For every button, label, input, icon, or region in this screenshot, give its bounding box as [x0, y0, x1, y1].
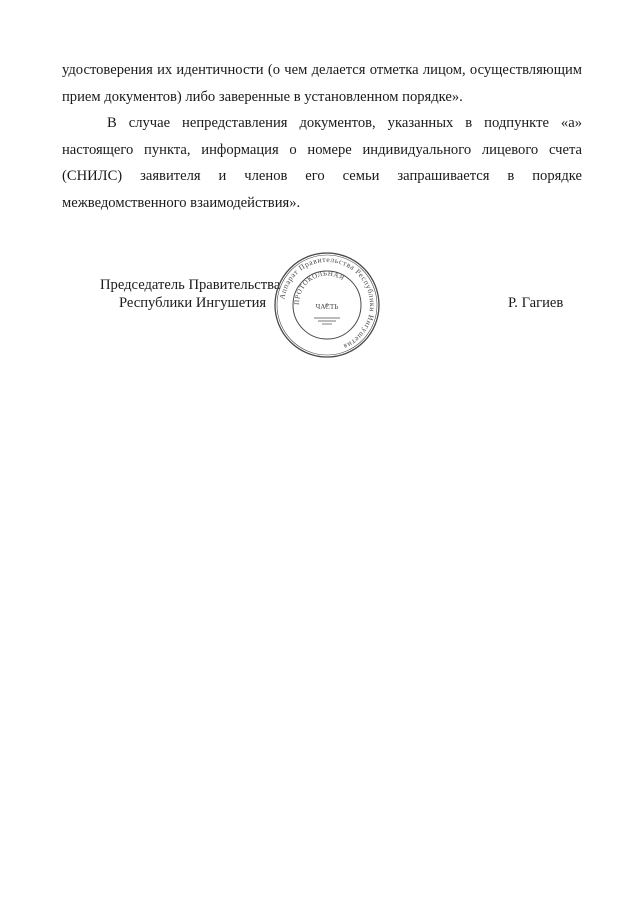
signatory-title-line-2: Республики Ингушетия: [119, 295, 267, 311]
official-seal-icon: [272, 250, 382, 360]
text-line: В случае непредставления документов, указанных в подпункте «а»: [107, 115, 582, 131]
seal-outer-ring-thin: [277, 255, 377, 355]
signatory-title-line-1: Председатель Правительства: [100, 277, 281, 293]
paragraph-snils: [62, 110, 582, 216]
seal-outer-ring: [275, 253, 379, 357]
text-line: межведомственного взаимодействия».: [62, 194, 301, 211]
text-line: настоящего пункта, информация о номере индивидуального лицевого счета: [62, 141, 582, 158]
document-body: [62, 57, 582, 216]
seal-inner-text: ПРОТОКОЛЬНАЯ: [292, 269, 346, 306]
seal-outer-text: Аппарат Правительства Республики Ингушетия: [277, 254, 378, 352]
text-line: (СНИЛС) заявителя и членов его семьи запрашивается в порядке: [62, 168, 582, 184]
signatory-name: Р. Гагиев: [508, 295, 564, 311]
seal-center-dot: [326, 304, 328, 306]
text-line: прием документов) либо заверенные в установленном порядке».: [62, 88, 463, 105]
paragraph-continuation: [62, 57, 582, 110]
seal-center-text: ЧАСТЬ: [315, 303, 339, 311]
seal-inner-ring: [293, 271, 361, 339]
text-line: удостоверения их идентичности (о чем делается отметка лицом, осуществляющим: [62, 62, 582, 78]
